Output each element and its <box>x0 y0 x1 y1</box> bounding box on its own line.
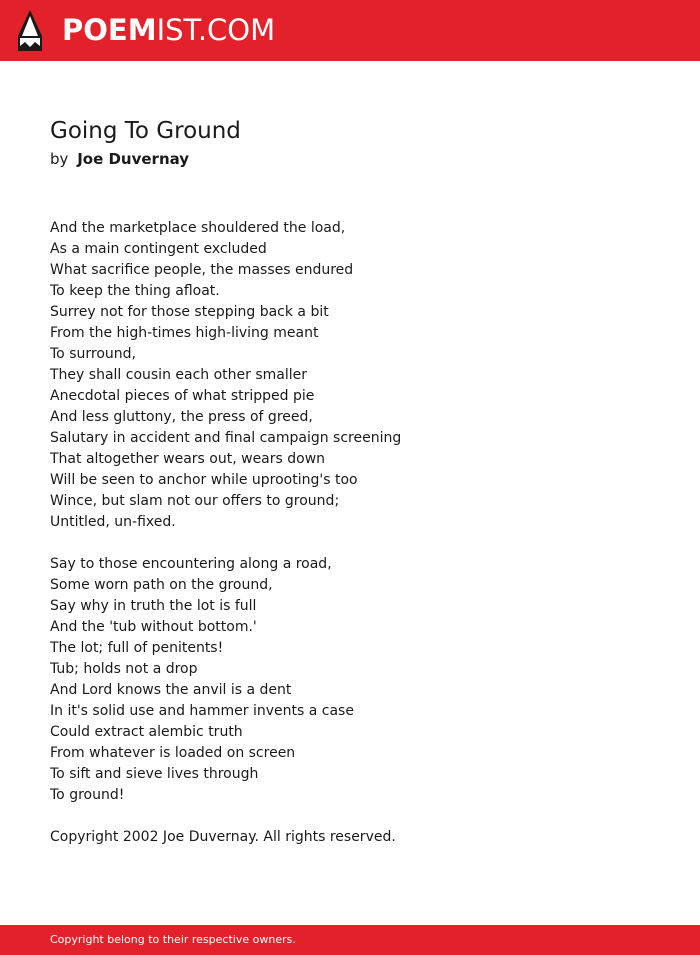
stanza <box>50 554 650 806</box>
by-label: by <box>50 150 69 168</box>
stanza-gap <box>50 533 650 554</box>
poem-line: To keep the thing afloat. <box>50 283 220 299</box>
poem-line: What sacrifice people, the masses endured <box>50 262 354 278</box>
poem-line: Say to those encountering along a road, <box>50 556 332 572</box>
poem-line: And Lord knows the anvil is a dent <box>50 682 292 698</box>
author-name: Joe Duvernay <box>77 150 190 168</box>
poem-line: In it's solid use and hammer invents a case <box>50 703 354 719</box>
poem-title: Going To Ground <box>50 118 241 144</box>
byline <box>50 148 189 170</box>
poem-line: And less gluttony, the press of greed, <box>50 409 313 425</box>
poem-line: And the 'tub without bottom.' <box>50 619 257 635</box>
footer-text: Copyright belong to their respective owners. <box>50 933 296 946</box>
pencil-icon[interactable] <box>18 10 42 51</box>
site-footer <box>0 925 700 955</box>
poem-line: Untitled, un-fixed. <box>50 514 176 530</box>
poem-line: To surround, <box>50 346 136 362</box>
poem-line: As a main contingent excluded <box>50 241 267 257</box>
poem-line: Say why in truth the lot is full <box>50 598 257 614</box>
poem-line: Will be seen to anchor while uprooting's too <box>50 472 358 488</box>
poem-line: Wince, but slam not our offers to ground; <box>50 493 340 509</box>
poem-line: To ground! <box>50 787 125 803</box>
poem-line: Anecdotal pieces of what stripped pie <box>50 388 315 404</box>
poem-line: That altogether wears out, wears down <box>50 451 326 467</box>
poem-line: Some worn path on the ground, <box>50 577 273 593</box>
logo-bold-text: POEM <box>62 13 157 47</box>
poem-body <box>50 218 650 806</box>
poem-line: Salutary in accident and final campaign screening <box>50 430 402 446</box>
poem-line: From the high-times high-living meant <box>50 325 319 341</box>
poem-line: Tub; holds not a drop <box>50 661 198 677</box>
poem-line: From whatever is loaded on screen <box>50 745 296 761</box>
logo-light-text: IST.COM <box>156 13 276 47</box>
poem-line: Surrey not for those stepping back a bit <box>50 304 329 320</box>
poem-copyright: Copyright 2002 Joe Duvernay. All rights reserved. <box>50 829 396 845</box>
poem-line: To sift and sieve lives through <box>50 766 259 782</box>
poem-line: And the marketplace shouldered the load, <box>50 220 346 236</box>
poem-line: The lot; full of penitents! <box>50 640 224 656</box>
site-header <box>0 0 700 61</box>
poem-line: Could extract alembic truth <box>50 724 243 740</box>
poem-line: They shall cousin each other smaller <box>50 367 308 383</box>
stanza <box>50 218 650 533</box>
site-logo[interactable] <box>62 12 275 48</box>
